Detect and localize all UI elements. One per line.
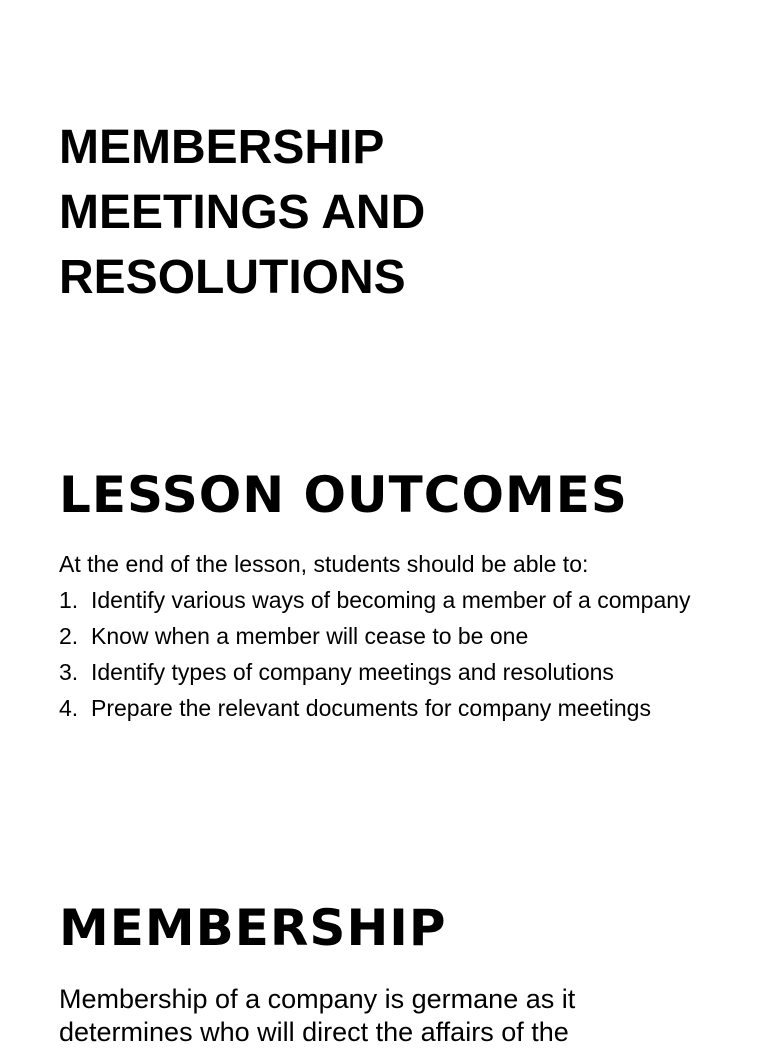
list-item-number: 1.: [59, 587, 79, 613]
list-item-text: Identify types of company meetings and resolutions: [91, 659, 614, 685]
list-item-text: Prepare the relevant documents for company meetings: [91, 695, 651, 721]
section-heading-lesson-outcomes: LESSON OUTCOMES: [59, 466, 628, 524]
list-item: [59, 622, 699, 650]
list-item-number: 3.: [59, 659, 79, 685]
list-item-text: Know when a member will cease to be one: [91, 623, 529, 649]
lesson-outcomes-intro: At the end of the lesson, students should be able to:: [59, 551, 589, 577]
list-item: [59, 694, 699, 722]
list-item-text: Identify various ways of becoming a member of a company: [91, 587, 691, 613]
list-item-number: 2.: [59, 623, 79, 649]
membership-body-text: Membership of a company is germane as it determines who will direct the affairs of the: [59, 984, 576, 1047]
list-item: [59, 658, 699, 686]
list-item-number: 4.: [59, 695, 79, 721]
title-line: MEMBERSHIP: [59, 121, 385, 174]
title-line: RESOLUTIONS: [59, 251, 406, 304]
title-line: MEETINGS AND: [59, 186, 426, 239]
document-title: [59, 115, 659, 310]
section-heading-membership: MEMBERSHIP: [59, 899, 447, 957]
list-item: [59, 586, 699, 614]
lesson-outcomes-list: [59, 586, 699, 730]
